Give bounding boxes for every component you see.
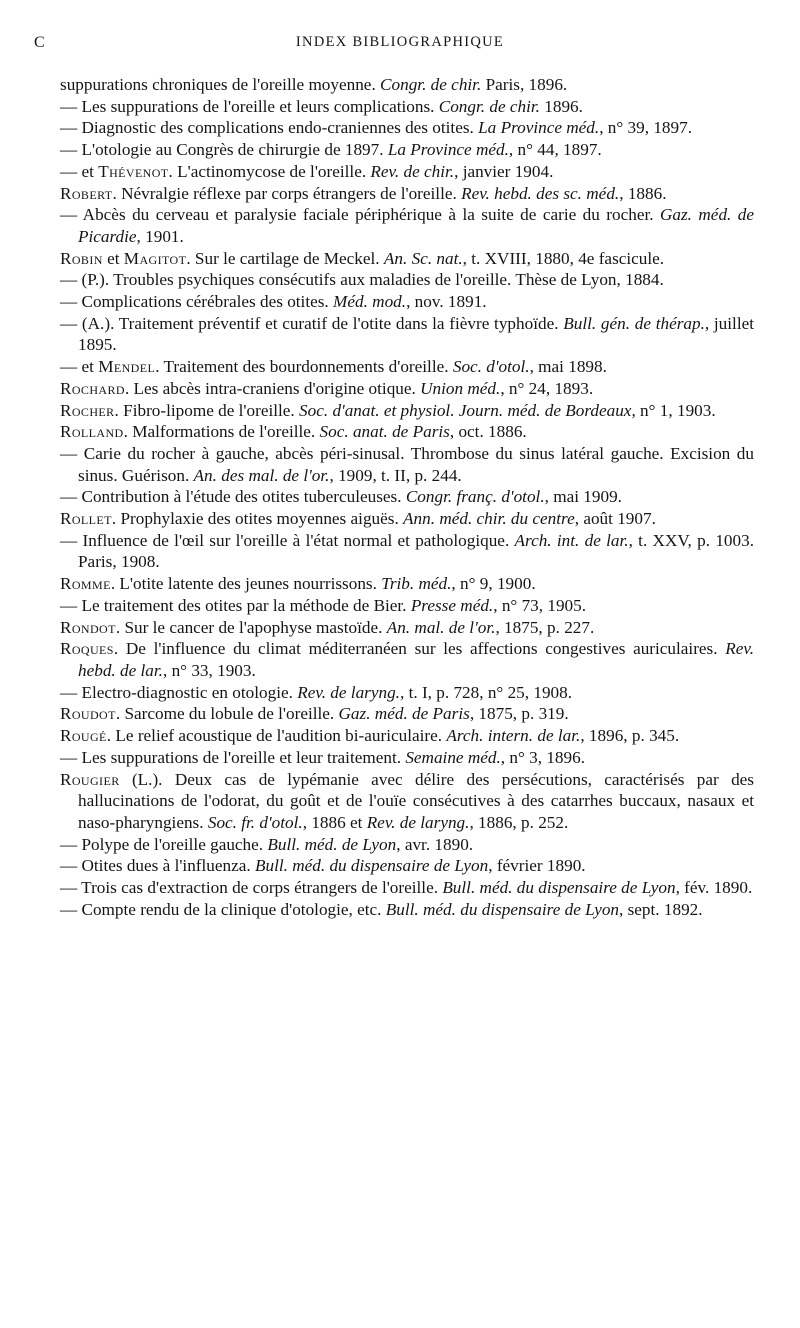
entry-citation: Rev. hebd. de lar. — [78, 639, 754, 680]
bibliography-list — [60, 74, 754, 920]
bibliography-entry — [60, 74, 754, 96]
entry-citation: An. mal. de l'or. — [386, 617, 496, 637]
bibliography-entry — [60, 703, 754, 725]
bibliography-entry — [60, 356, 754, 378]
entry-citation: Congr. franç. d'otol. — [405, 487, 545, 507]
entry-text: . Sur le cancer de l'apophyse mastoïde. — [115, 617, 387, 637]
entry-author: Rocher — [60, 400, 115, 420]
entry-text: — L'otologie au Congrès de chirurgie de 1897. — [60, 140, 388, 160]
entry-text: , février 1890. — [488, 856, 586, 876]
entry-text: , n° 24, 1893. — [500, 378, 594, 398]
entry-text: — Le traitement des otites par la méthode de Bier. — [60, 595, 411, 615]
entry-text: . Les abcès intra-craniens d'origine otique. — [124, 378, 421, 398]
entry-text: — Les suppurations de l'oreille et leurs complications. — [60, 96, 439, 116]
entry-author: Thévenot — [98, 161, 169, 181]
entry-citation: Congr. de chir. — [380, 75, 482, 94]
page-number: C — [34, 34, 46, 51]
entry-text: . L'otite latente des jeunes nourrissons. — [110, 574, 382, 594]
entry-text: , 1875, p. 227. — [495, 617, 595, 637]
entry-text: . Prophylaxie des otites moyennes aiguës. — [111, 509, 404, 529]
bibliography-entry — [60, 769, 754, 834]
entry-text: , n° 44, 1897. — [508, 140, 602, 160]
entry-citation: Arch. intern. de lar. — [446, 726, 581, 746]
entry-text: , 1901. — [136, 226, 184, 246]
entry-text: , t. XVIII, 1880, 4e fascicule. — [462, 248, 665, 268]
entry-text: , janvier 1904. — [454, 161, 554, 181]
bibliography-entry — [60, 291, 754, 313]
bibliography-entry — [60, 530, 754, 573]
bibliography-entry — [60, 682, 754, 704]
entry-citation: Rev. hebd. des sc. méd. — [461, 183, 620, 203]
page-header — [0, 34, 800, 58]
entry-text: , 1909, t. II, p. 244. — [329, 465, 462, 485]
entry-text: — et — [60, 357, 99, 377]
bibliography-entry — [60, 96, 754, 118]
bibliography-entry — [60, 183, 754, 205]
entry-text: — Trois cas d'extraction de corps étrangers de l'oreille. — [60, 878, 443, 898]
entry-text: 1896. — [539, 96, 583, 116]
bibliography-entry — [60, 725, 754, 747]
entry-text: — Compte rendu de la clinique d'otologie, etc. — [60, 899, 386, 919]
entry-text: — Electro-diagnostic en otologie. — [60, 682, 298, 702]
entry-citation: Bull. méd. de Lyon — [267, 834, 397, 854]
entry-citation: Presse méd. — [410, 595, 494, 615]
entry-citation: Soc. fr. d'otol. — [207, 812, 303, 832]
entry-text: , n° 33, 1903. — [162, 660, 256, 680]
entry-text: , août 1907. — [574, 509, 656, 529]
entry-citation: Soc. anat. de Paris — [319, 422, 450, 442]
running-title: INDEX BIBLIOGRAPHIQUE — [295, 34, 505, 50]
entry-citation: Gaz. méd. de Picardie — [78, 205, 754, 246]
bibliography-entry — [60, 117, 754, 139]
entry-text: , n° 3, 1896. — [500, 747, 585, 767]
entry-text: , fév. 1890. — [675, 878, 753, 898]
entry-text: . Sarcome du lobule de l'oreille. — [115, 704, 339, 724]
entry-text: , avr. 1890. — [396, 834, 474, 854]
entry-citation: Arch. int. de lar. — [514, 530, 629, 550]
bibliography-entry — [60, 638, 754, 681]
entry-text: , n° 9, 1900. — [451, 574, 536, 594]
entry-citation: Bull. gén. de thérap. — [563, 313, 705, 333]
entry-author: Mendel — [98, 357, 156, 377]
entry-text: . Fibro-lipome de l'oreille. — [114, 400, 300, 420]
bibliography-entry — [60, 161, 754, 183]
entry-text: . Le relief acoustique de l'audition bi-auriculaire. — [106, 726, 447, 746]
entry-text: — Diagnostic des complications endo-craniennes des otites. — [60, 118, 479, 138]
entry-text: , 1875, p. 319. — [469, 704, 569, 724]
entry-citation: Bull. méd. du dispensaire de Lyon — [442, 878, 676, 898]
bibliography-entry — [60, 747, 754, 769]
bibliography-entry — [60, 617, 754, 639]
entry-citation: La Province méd. — [387, 140, 509, 160]
bibliography-entry — [60, 595, 754, 617]
entry-author: Rolland — [60, 422, 124, 442]
bibliography-entry — [60, 400, 754, 422]
entry-author: Rochard — [60, 378, 125, 398]
entry-citation: Rev. de laryng. — [366, 812, 470, 832]
entry-text: suppurations chroniques de l'oreille moyenne. — [60, 75, 381, 94]
entry-text: — (P.). Troubles psychiques consécutifs aux maladies de l'oreille. Thèse de Lyon, 1884. — [60, 270, 664, 290]
entry-citation: Bull. méd. du dispensaire de Lyon — [254, 856, 489, 876]
entry-citation: La Province méd. — [478, 118, 600, 138]
entry-text: — Carie du rocher à gauche, abcès péri-sinusal. Thrombose du sinus latéral gauche. Excision du sinus. Guérison. — [60, 443, 754, 485]
entry-text: , 1886 et — [302, 812, 367, 832]
entry-text: , sept. 1892. — [619, 899, 703, 919]
entry-citation: Trib. méd. — [381, 574, 452, 594]
entry-text: , t. XXV, p. 1003. Paris, 1908. — [78, 530, 754, 572]
entry-text: — Complications cérébrales des otites. — [60, 292, 334, 312]
bibliography-entry — [60, 378, 754, 400]
entry-author: Roudot — [60, 704, 116, 724]
entry-author: Roques — [60, 639, 114, 659]
bibliography-entry — [60, 269, 754, 291]
entry-text: Paris, 1896. — [481, 75, 568, 94]
entry-text: , mai 1898. — [529, 357, 607, 377]
entry-text: — Otites dues à l'influenza. — [60, 856, 255, 876]
entry-text: . Sur le cartilage de Meckel. — [186, 248, 384, 268]
entry-citation: Soc. d'anat. et physiol. Journ. méd. de Bordeaux — [299, 400, 632, 420]
bibliography-entry — [60, 139, 754, 161]
entry-text: — Polype de l'oreille gauche. — [60, 834, 268, 854]
entry-text: — (A.). Traitement préventif et curatif de l'otite dans la fièvre typhoïde. — [60, 313, 564, 333]
bibliography-entry — [60, 899, 754, 921]
entry-citation: An. Sc. nat. — [383, 248, 463, 268]
bibliography-entry — [60, 443, 754, 486]
entry-citation: Ann. méd. chir. du centre — [403, 509, 575, 529]
entry-citation: Soc. d'otol. — [452, 357, 530, 377]
entry-author: Rougier — [60, 769, 120, 789]
entry-citation: Rev. de laryng. — [297, 682, 400, 702]
entry-text: , nov. 1891. — [406, 292, 487, 312]
entry-author: Robin — [60, 248, 103, 268]
entry-text: , n° 39, 1897. — [599, 118, 693, 138]
entry-text: (L.). Deux cas de lypémanie avec délire des persécutions, caractérisés par des hallucinations de l'odorat, du goût et de l'ouïe consécutives à des catarrhes buccaux, nasaux et naso-pharyngiens. — [78, 769, 754, 832]
entry-text: , n° 1, 1903. — [631, 400, 716, 420]
entry-text: — Abcès du cerveau et paralysie faciale périphérique à la suite de carie du rocher. — [60, 205, 660, 225]
entry-citation: An. des mal. de l'or. — [193, 465, 330, 485]
bibliography-entry — [60, 313, 754, 356]
entry-text: , n° 73, 1905. — [493, 595, 587, 615]
entry-text: , juillet 1895. — [78, 313, 754, 355]
entry-text: , mai 1909. — [544, 487, 622, 507]
entry-text: — Influence de l'œil sur l'oreille à l'état normal et pathologique. — [60, 530, 515, 550]
entry-text: , oct. 1886. — [449, 422, 527, 442]
entry-author: Romme — [60, 574, 111, 594]
entry-text: . Traitement des bourdonnements d'oreille. — [155, 357, 453, 377]
entry-citation: Bull. méd. du dispensaire de Lyon — [385, 899, 620, 919]
bibliography-entry — [60, 573, 754, 595]
entry-citation: Gaz. méd. de Paris — [338, 704, 470, 724]
entry-author: Rougé — [60, 726, 107, 746]
entry-text: , 1886, p. 252. — [469, 812, 569, 832]
entry-author: Magitot — [123, 248, 187, 268]
entry-text: — Les suppurations de l'oreille et leur traitement. — [60, 747, 406, 767]
bibliography-entry — [60, 204, 754, 247]
entry-text: . L'actinomycose de l'oreille. — [168, 161, 371, 181]
entry-citation: Rev. de chir. — [370, 161, 455, 181]
entry-author: Rondot — [60, 617, 116, 637]
entry-author: Robert — [60, 183, 113, 203]
entry-text: , t. I, p. 728, n° 25, 1908. — [399, 682, 573, 702]
entry-citation: Méd. mod. — [333, 292, 407, 312]
bibliography-entry — [60, 877, 754, 899]
entry-text: — et — [60, 161, 99, 181]
entry-text: . De l'influence du climat méditerranéen sur les affections congestives auriculaires. — [113, 639, 726, 659]
entry-citation: Congr. de chir. — [438, 96, 540, 116]
bibliography-entry — [60, 508, 754, 530]
entry-text: et — [102, 248, 124, 268]
entry-text: , 1896, p. 345. — [580, 726, 680, 746]
entry-citation: Union méd. — [420, 378, 501, 398]
entry-text: . Névralgie réflexe par corps étrangers de l'oreille. — [112, 183, 462, 203]
entry-text: . Malformations de l'oreille. — [123, 422, 320, 442]
bibliography-entry — [60, 855, 754, 877]
bibliography-entry — [60, 834, 754, 856]
entry-text: — Contribution à l'étude des otites tuberculeuses. — [60, 487, 406, 507]
entry-citation: Semaine méd. — [405, 747, 501, 767]
bibliography-entry — [60, 486, 754, 508]
bibliography-entry — [60, 248, 754, 270]
entry-text: , 1886. — [619, 183, 667, 203]
entry-author: Rollet — [60, 509, 112, 529]
bibliography-entry — [60, 421, 754, 443]
